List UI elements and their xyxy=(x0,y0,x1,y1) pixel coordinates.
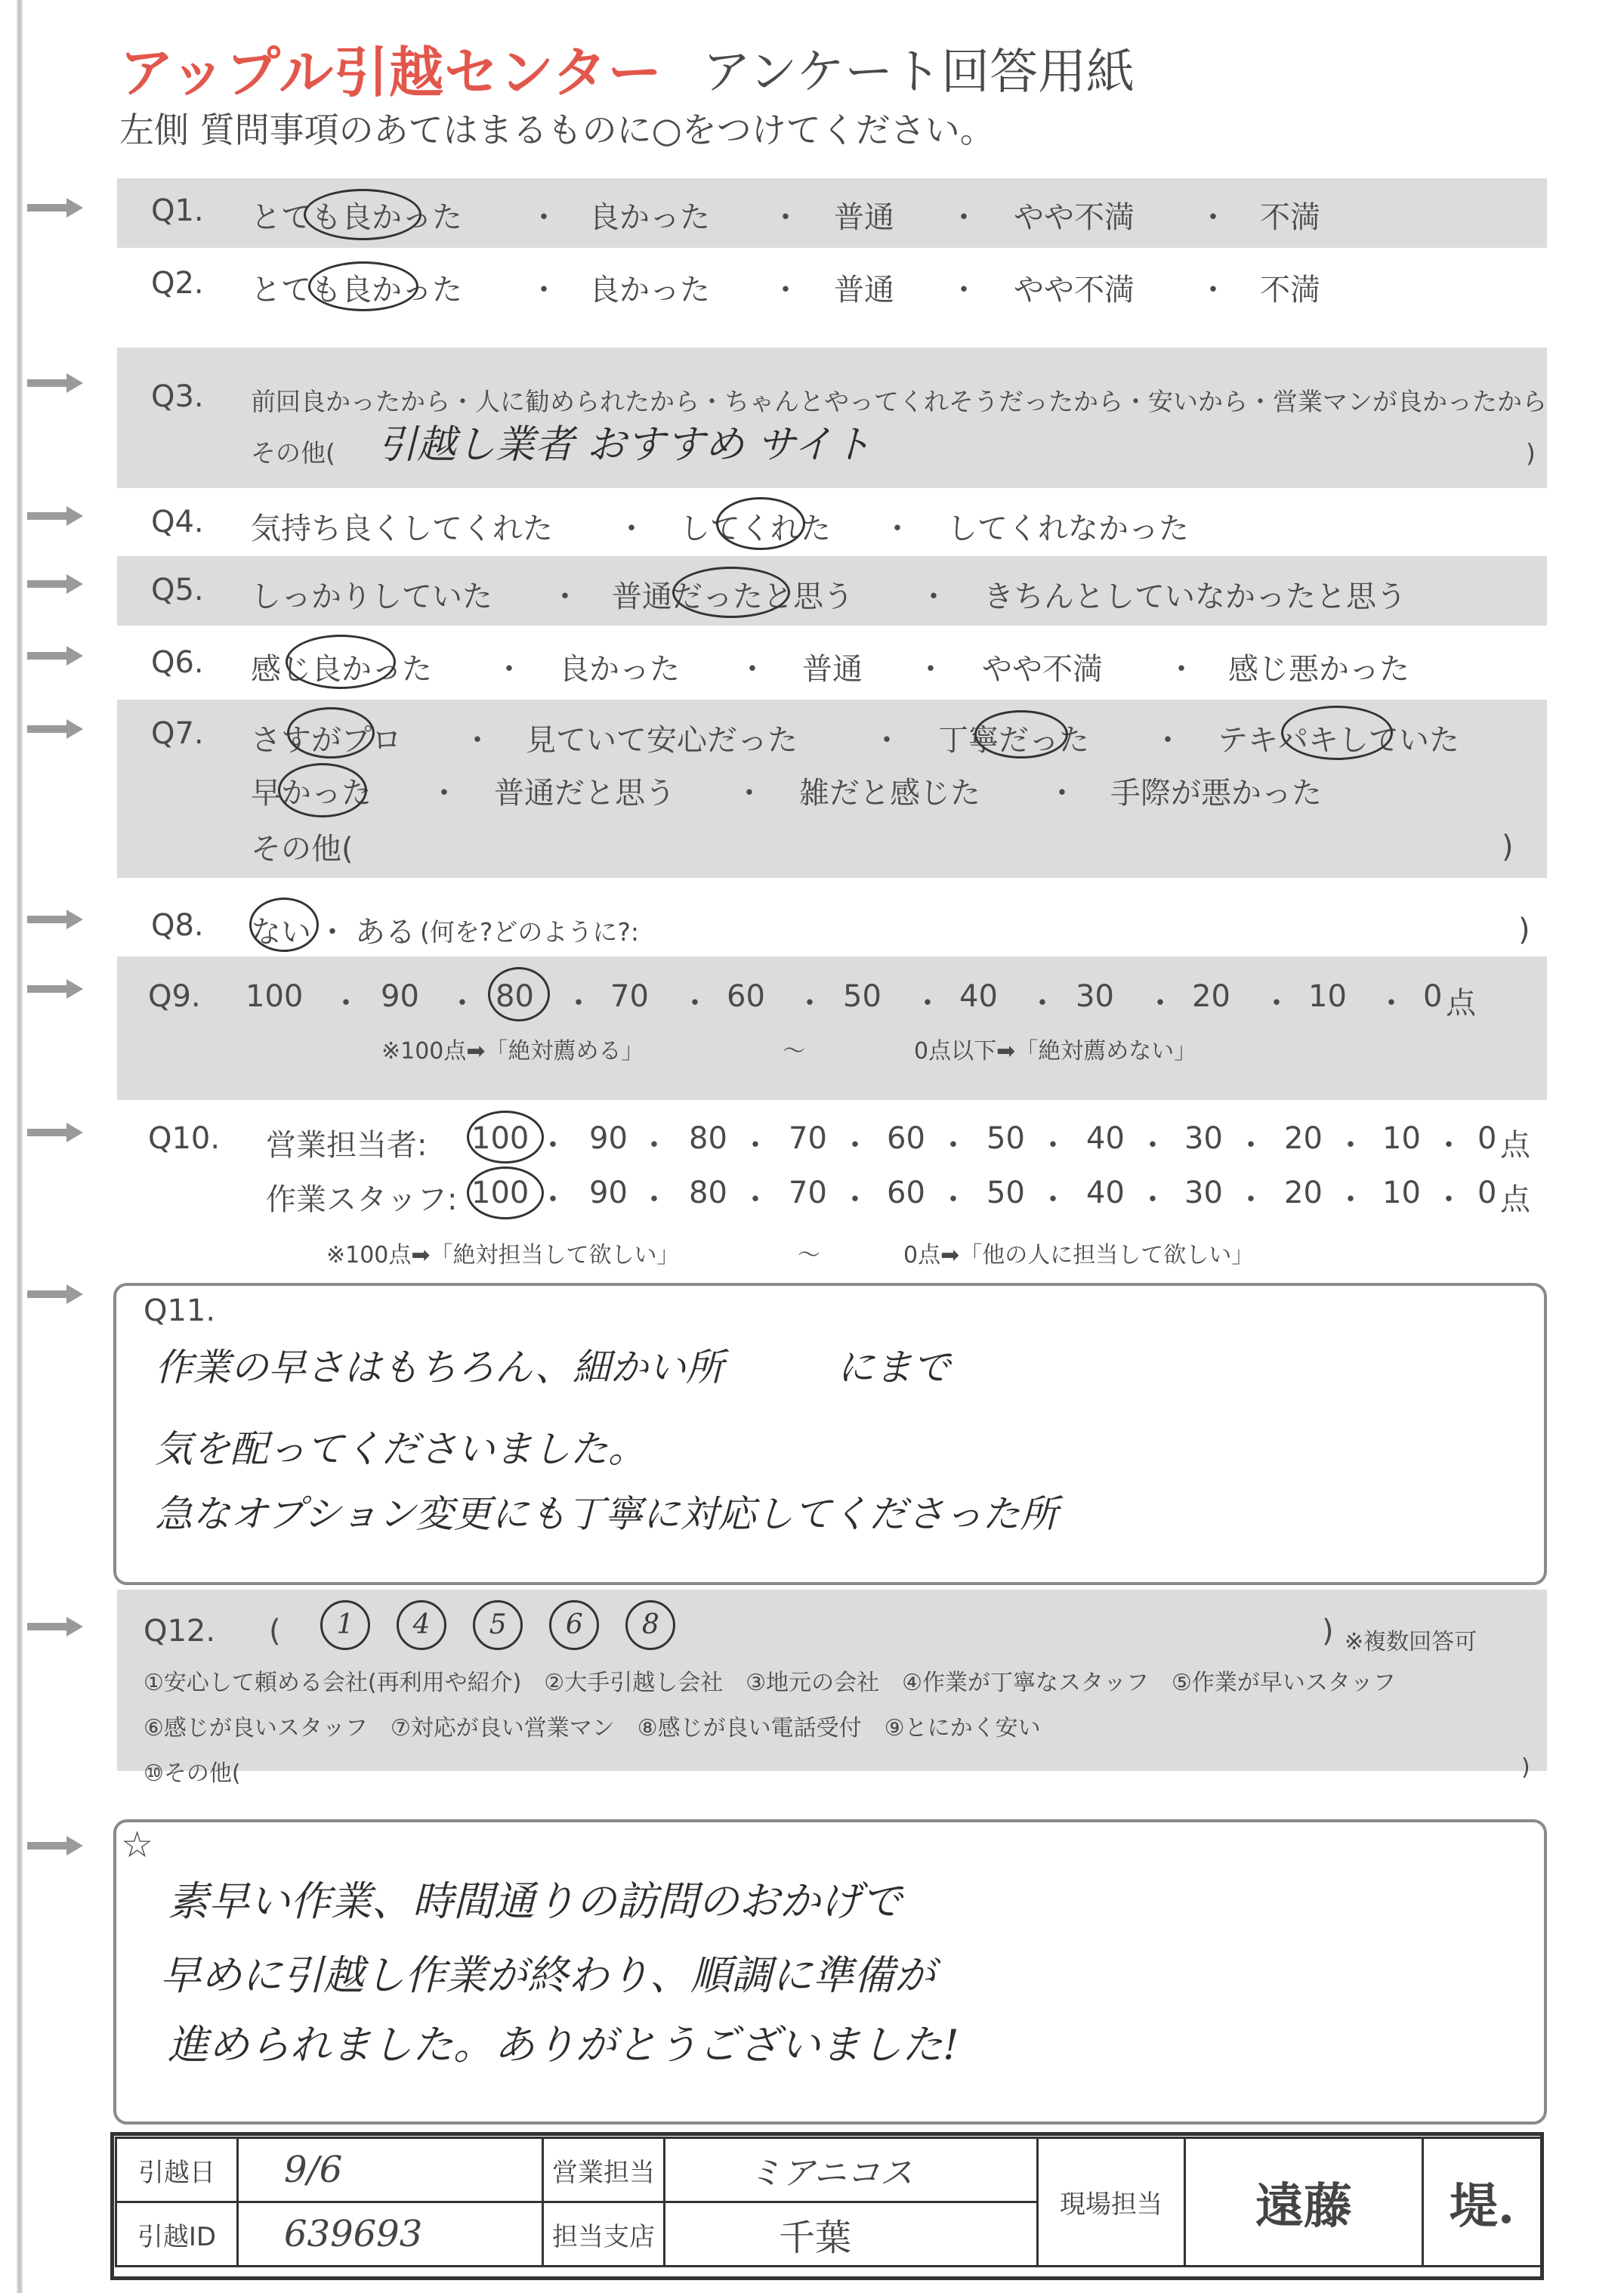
separator: ・ xyxy=(949,200,979,235)
q3-handwritten-answer: 引越し業者 おすすめ サイト xyxy=(378,422,872,468)
q10-staff-90[interactable]: 90 xyxy=(589,1176,628,1210)
circled-number: 8 xyxy=(625,1600,675,1650)
q10-sales-40[interactable]: 40 xyxy=(1086,1121,1125,1156)
q11-handwritten-line: 急なオプション変更にも丁寧に対応してくださった所 xyxy=(155,1492,1058,1536)
q10-label: Q10. xyxy=(148,1121,221,1156)
separator: ・ xyxy=(872,723,902,758)
q4-option-3[interactable]: してくれなかった xyxy=(947,511,1189,546)
separator: ・ xyxy=(1047,776,1077,811)
separator: ・ xyxy=(616,511,647,546)
q7-other-close: ) xyxy=(1502,830,1514,864)
q10-note-mid: 〜 xyxy=(798,1242,820,1269)
separator: ・ xyxy=(1236,1182,1266,1217)
q9-option-60[interactable]: 60 xyxy=(727,979,765,1014)
comment-handwritten-line: 素早い作業、時間通りの訪問のおかげで xyxy=(168,1877,902,1925)
separator: ・ xyxy=(1434,1182,1464,1217)
arrow-icon xyxy=(27,198,88,218)
separator: ・ xyxy=(1198,273,1228,307)
q10-staff-80[interactable]: 80 xyxy=(689,1176,727,1210)
answer-circle xyxy=(249,898,319,952)
q10-unit: 点 xyxy=(1500,1128,1530,1163)
separator: ・ xyxy=(538,1128,568,1163)
arrow-icon xyxy=(27,574,88,594)
separator: ・ xyxy=(639,1128,669,1163)
arrow-icon xyxy=(27,719,88,739)
separator: ・ xyxy=(563,986,594,1021)
circled-number: 5 xyxy=(473,1600,523,1650)
answer-circle xyxy=(278,763,367,817)
site-staff-1: 遠藤 xyxy=(1185,2138,1423,2267)
q10-sales-10[interactable]: 10 xyxy=(1382,1121,1421,1156)
separator: ・ xyxy=(462,723,492,758)
q10-sales-60[interactable]: 60 xyxy=(887,1121,925,1156)
q12-label: Q12. xyxy=(144,1614,216,1649)
comment-handwritten-line: 早めに引越し作業が終わり、順調に準備が xyxy=(160,1952,935,1999)
separator: ・ xyxy=(1138,1182,1168,1217)
q9-note-left: ※100点➡「絶対薦める」 xyxy=(381,1038,644,1065)
q12-circled-answers xyxy=(320,1600,698,1650)
separator: ・ xyxy=(1166,652,1196,687)
separator: ・ xyxy=(737,652,767,687)
circled-number: 4 xyxy=(397,1600,446,1650)
answer-circle xyxy=(974,710,1068,759)
q10-sales-90[interactable]: 90 xyxy=(589,1121,628,1156)
q2-option-5[interactable]: 不満 xyxy=(1260,273,1320,307)
form-title: アンケート回答用紙 xyxy=(702,45,1135,100)
answer-circle xyxy=(467,1111,544,1163)
q10-sales-50[interactable]: 50 xyxy=(986,1121,1025,1156)
q9-option-20[interactable]: 20 xyxy=(1192,979,1230,1014)
q9-option-30[interactable]: 30 xyxy=(1076,979,1114,1014)
separator: ・ xyxy=(1038,1128,1068,1163)
q1-option-2[interactable]: 良かった xyxy=(589,200,710,235)
q7-option-3[interactable]: 丁寧だった xyxy=(938,723,1089,758)
q6-option-5[interactable]: 感じ悪かった xyxy=(1228,652,1409,687)
q10-sales-80[interactable]: 80 xyxy=(689,1121,727,1156)
separator: ・ xyxy=(494,652,524,687)
q6-option-2[interactable]: 良かった xyxy=(559,652,680,687)
q10-staff-label: 作業スタッフ: xyxy=(266,1182,458,1217)
arrow-icon xyxy=(27,646,88,666)
separator: ・ xyxy=(840,1182,870,1217)
q5-option-3[interactable]: きちんとしていなかったと思う xyxy=(983,579,1406,614)
q7-option-2[interactable]: 見ていて安心だった xyxy=(526,723,798,758)
q9-option-0[interactable]: 0 xyxy=(1423,979,1443,1014)
move-id-label: 引越ID xyxy=(116,2202,238,2267)
q10-staff-10[interactable]: 10 xyxy=(1382,1176,1421,1210)
sales-label: 営業担当 xyxy=(543,2138,665,2202)
arrow-icon xyxy=(27,506,88,526)
q7-option-5[interactable]: 早かった xyxy=(251,776,372,811)
q11-label: Q11. xyxy=(144,1293,216,1328)
separator: ・ xyxy=(317,915,347,950)
q10-staff-100[interactable]: 100 xyxy=(471,1176,529,1210)
q5-option-2[interactable]: 普通だったと思う xyxy=(612,579,854,614)
separator: ・ xyxy=(938,1128,968,1163)
company-name: アップル引越センター xyxy=(119,41,663,104)
q10-note-right: 0点➡「他の人に担当して欲しい」 xyxy=(903,1242,1255,1269)
site-staff-2: 堤. xyxy=(1423,2138,1542,2267)
separator: ・ xyxy=(770,273,801,307)
separator: ・ xyxy=(734,776,764,811)
separator: ・ xyxy=(795,986,825,1021)
q10-sales-0[interactable]: 0 xyxy=(1477,1121,1497,1156)
separator: ・ xyxy=(740,1182,770,1217)
q9-unit: 点 xyxy=(1446,986,1476,1021)
q7-option-1[interactable]: さすがプロ xyxy=(251,723,402,758)
q1-option-3[interactable]: 普通 xyxy=(834,200,894,235)
q1-option-4[interactable]: やや不満 xyxy=(1014,200,1135,235)
q2-option-3[interactable]: 普通 xyxy=(834,273,894,307)
q8-close: ) xyxy=(1518,913,1530,947)
move-date-label: 引越日 xyxy=(116,2138,238,2202)
q8-prompt: (何を?どのように?: xyxy=(420,917,640,947)
q12-choices-row1[interactable]: ①安心して頼める会社(再利用や紹介) ②大手引越し会社 ③地元の会社 ④作業が丁寧なスタッフ ⑤作業が早いスタッフ xyxy=(144,1670,1396,1696)
q12-close: ) xyxy=(1322,1614,1334,1649)
q7-other-label: その他( xyxy=(251,832,354,867)
separator: ・ xyxy=(1261,986,1292,1021)
q9-option-100[interactable]: 100 xyxy=(245,979,304,1014)
separator: ・ xyxy=(639,1182,669,1217)
q7-option-7[interactable]: 雑だと感じた xyxy=(799,776,980,811)
q4-option-2[interactable]: してくれた xyxy=(680,511,831,546)
instruction-text: 左側 質問事項のあてはまるものに○をつけてください。 xyxy=(119,110,995,150)
q3-other-close: ) xyxy=(1526,438,1536,468)
separator: ・ xyxy=(538,1182,568,1217)
q6-label: Q6. xyxy=(151,645,204,680)
q4-label: Q4. xyxy=(151,505,204,539)
answer-circle xyxy=(672,567,790,618)
binder-edge xyxy=(0,0,45,2293)
q11-handwritten-line: 作業の早さはもちろん、細かい所 にまで xyxy=(155,1346,950,1389)
answer-circle xyxy=(286,635,396,689)
arrow-icon xyxy=(27,1284,88,1304)
separator: ・ xyxy=(1038,1182,1068,1217)
footer-table xyxy=(115,2137,1542,2267)
arrow-icon xyxy=(27,979,88,999)
separator: ・ xyxy=(680,986,710,1021)
answer-circle xyxy=(467,1167,544,1219)
q2-option-2[interactable]: 良かった xyxy=(589,273,710,307)
answer-circle xyxy=(488,967,550,1021)
branch-label: 担当支店 xyxy=(543,2202,665,2267)
arrow-icon xyxy=(27,1123,88,1142)
move-id-value: 639693 xyxy=(238,2202,543,2267)
separator: ・ xyxy=(882,511,912,546)
q9-note-right: 0点以下➡「絶対薦めない」 xyxy=(914,1038,1197,1065)
separator: ・ xyxy=(429,776,459,811)
q6-option-1[interactable]: 感じ良かった xyxy=(251,652,432,687)
q10-staff-70[interactable]: 70 xyxy=(789,1176,827,1210)
separator: ・ xyxy=(1335,1128,1366,1163)
arrow-icon xyxy=(27,1617,88,1636)
q9-band xyxy=(117,956,1547,1100)
q10-sales-70[interactable]: 70 xyxy=(789,1121,827,1156)
q2-option-4[interactable]: やや不満 xyxy=(1014,273,1135,307)
q9-label: Q9. xyxy=(148,979,201,1014)
sales-value: ミアニコス xyxy=(665,2138,1038,2202)
arrow-icon xyxy=(27,1836,88,1856)
star-icon: ☆ xyxy=(121,1824,154,1866)
answer-circle xyxy=(716,497,805,550)
q9-note-mid: 〜 xyxy=(783,1038,805,1065)
answer-circle xyxy=(1281,706,1393,760)
q7-option-4[interactable]: テキパキしていた xyxy=(1218,723,1459,758)
q9-option-10[interactable]: 10 xyxy=(1308,979,1347,1014)
q2-label: Q2. xyxy=(151,266,204,301)
answer-circle xyxy=(304,189,421,240)
site-label: 現場担当 xyxy=(1038,2138,1185,2267)
circled-number: 6 xyxy=(549,1600,599,1650)
separator: ・ xyxy=(938,1182,968,1217)
q8-label: Q8. xyxy=(151,908,204,943)
q10-sales-100[interactable]: 100 xyxy=(471,1121,529,1156)
comment-handwritten-line: 進められました。ありがとうございました! xyxy=(168,2021,959,2069)
separator: ・ xyxy=(1198,200,1228,235)
q1-option-5[interactable]: 不満 xyxy=(1260,200,1320,235)
q4-option-1[interactable]: 気持ち良くしてくれた xyxy=(251,511,553,546)
q1-option-1[interactable]: とても良かった xyxy=(251,200,462,235)
q10-sales-label: 営業担当者: xyxy=(266,1128,428,1163)
q10-staff-40[interactable]: 40 xyxy=(1086,1176,1125,1210)
q10-staff-20[interactable]: 20 xyxy=(1284,1176,1323,1210)
arrow-icon xyxy=(27,373,88,393)
separator: ・ xyxy=(529,273,559,307)
separator: ・ xyxy=(331,986,361,1021)
q9-option-90[interactable]: 90 xyxy=(381,979,419,1014)
separator: ・ xyxy=(740,1128,770,1163)
separator: ・ xyxy=(1434,1128,1464,1163)
separator: ・ xyxy=(915,652,946,687)
q3-other-label: その他( xyxy=(251,438,335,468)
separator: ・ xyxy=(447,986,477,1021)
separator: ・ xyxy=(949,273,979,307)
q3-label: Q3. xyxy=(151,379,204,414)
q12-choices-row2[interactable]: ⑥感じが良いスタッフ ⑦対応が良い営業マン ⑧感じが良い電話受付 ⑨とにかく安い xyxy=(144,1715,1041,1741)
separator: ・ xyxy=(1335,1182,1366,1217)
q10-staff-60[interactable]: 60 xyxy=(887,1176,925,1210)
q9-option-80[interactable]: 80 xyxy=(496,979,534,1014)
q9-option-50[interactable]: 50 xyxy=(843,979,881,1014)
q11-handwritten-line: 気を配ってくださいました。 xyxy=(155,1427,646,1471)
arrow-icon xyxy=(27,910,88,929)
q6-option-4[interactable]: やや不満 xyxy=(982,652,1103,687)
q10-unit: 点 xyxy=(1500,1182,1530,1217)
answer-circle xyxy=(308,261,418,311)
q7-option-6[interactable]: 普通だと思う xyxy=(494,776,675,811)
circled-number: 1 xyxy=(320,1600,370,1650)
q7-option-8[interactable]: 手際が悪かった xyxy=(1110,776,1322,811)
q12-note: ※複数回答可 xyxy=(1345,1629,1477,1655)
separator: ・ xyxy=(840,1128,870,1163)
q10-staff-0[interactable]: 0 xyxy=(1477,1176,1497,1210)
separator: ・ xyxy=(1138,1128,1168,1163)
q10-sales-30[interactable]: 30 xyxy=(1184,1121,1223,1156)
q12-choices-row3[interactable]: ⑩その他( xyxy=(144,1760,241,1787)
q9-option-70[interactable]: 70 xyxy=(610,979,649,1014)
separator: ・ xyxy=(529,200,559,235)
q8-option-none[interactable]: ない xyxy=(251,915,311,950)
separator: ・ xyxy=(1236,1128,1266,1163)
q10-sales-20[interactable]: 20 xyxy=(1284,1121,1323,1156)
q10-note-left: ※100点➡「絶対担当して欲しい」 xyxy=(326,1242,680,1269)
q10-staff-30[interactable]: 30 xyxy=(1184,1176,1223,1210)
q6-option-3[interactable]: 普通 xyxy=(802,652,863,687)
q7-label: Q7. xyxy=(151,716,204,751)
q1-label: Q1. xyxy=(151,193,204,228)
separator: ・ xyxy=(550,579,580,614)
answer-circle xyxy=(287,707,375,759)
separator: ・ xyxy=(1376,986,1406,1021)
move-date-value: 9/6 xyxy=(238,2138,543,2202)
q3-options[interactable]: 前回良かったから・人に勧められたから・ちゃんとやってくれそうだったから・安いから・営業マンが良かったから xyxy=(251,387,1547,416)
q12-choices-close: ) xyxy=(1521,1754,1530,1781)
separator: ・ xyxy=(912,986,943,1021)
q2-option-1[interactable]: とても良かった xyxy=(251,273,462,307)
separator: ・ xyxy=(770,200,801,235)
q12-open: ( xyxy=(269,1614,281,1649)
separator: ・ xyxy=(1145,986,1175,1021)
branch-value: 千葉 xyxy=(665,2202,1038,2267)
q9-option-40[interactable]: 40 xyxy=(959,979,998,1014)
q10-staff-50[interactable]: 50 xyxy=(986,1176,1025,1210)
q8-option-some[interactable]: ある xyxy=(355,915,415,950)
q5-label: Q5. xyxy=(151,573,204,607)
q5-option-1[interactable]: しっかりしていた xyxy=(251,579,492,614)
separator: ・ xyxy=(1027,986,1057,1021)
separator: ・ xyxy=(1153,723,1183,758)
separator: ・ xyxy=(919,579,949,614)
